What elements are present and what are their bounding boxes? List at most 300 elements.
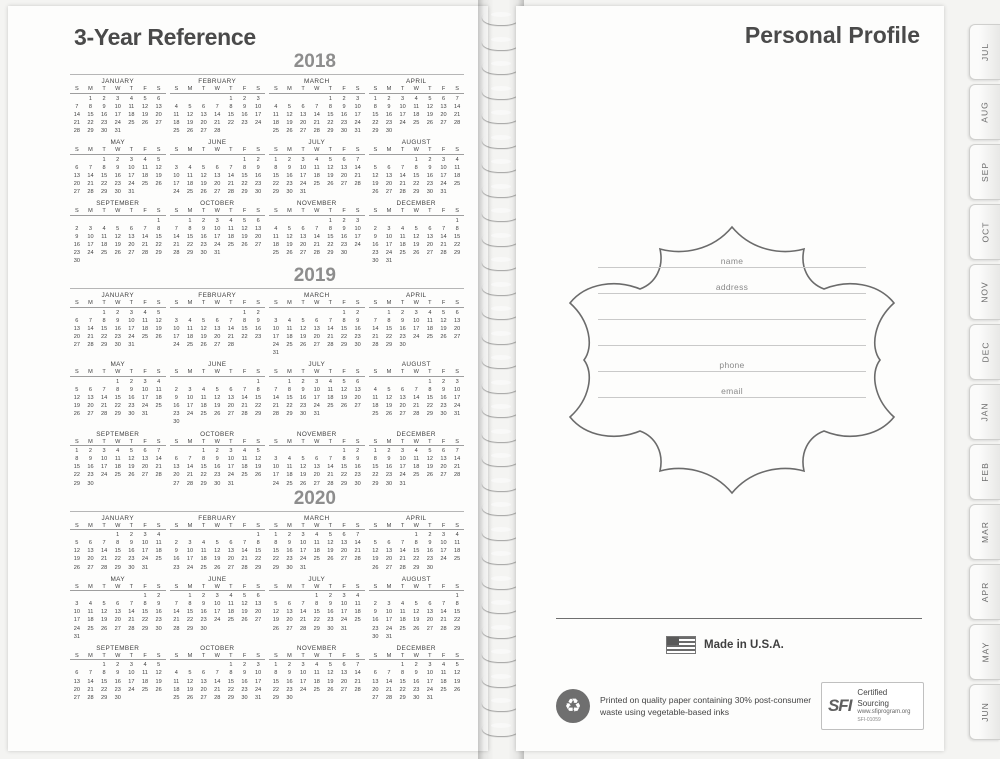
day-cell: 29 [255,564,262,571]
day-cell: 17 [299,548,307,555]
dow-label: F [441,369,446,376]
dow-label: T [301,583,305,590]
day-cell: 5 [215,540,219,547]
day-cell: 10 [173,325,180,332]
day-cell: 30 [128,411,135,418]
day-cell: 9 [202,225,206,232]
day-cell: 9 [242,103,247,110]
day-cell: 13 [128,233,135,240]
day-cell: 22 [272,556,279,563]
dow-label: S [74,522,79,529]
day-cell: 21 [313,241,320,248]
day-cell: 21 [399,180,406,187]
days-grid [269,217,365,258]
day-cell: 26 [385,411,393,418]
day-cell: 8 [188,601,192,608]
day-cell: 18 [440,678,447,685]
tab-apr[interactable] [969,564,1000,620]
day-cell: 1 [116,532,120,539]
day-cell: 7 [315,225,319,232]
day-cell: 1 [274,156,278,163]
day-cell: 24 [128,686,135,693]
dow-label: W [314,522,320,529]
day-cell: 11 [372,395,379,402]
day-blank [396,378,410,386]
day-blank [310,309,324,317]
days-grid [269,378,365,419]
dow-label: T [400,86,405,92]
day-blank [210,309,224,317]
day-cell: 1 [455,217,459,224]
month-name: MAY [110,361,126,369]
day-cell: 5 [143,95,147,102]
day-cell: 11 [142,317,148,324]
day-cell: 13 [313,464,320,471]
day-blank [324,447,338,455]
tab-mar[interactable] [969,504,1000,560]
day-cell: 31 [440,188,447,195]
day-cell: 11 [155,540,162,547]
three-year-reference [8,51,488,702]
dow-label: T [229,86,233,92]
day-cell: 10 [227,456,234,463]
day-cell: 7 [356,532,360,539]
day-blank [369,592,383,600]
day-cell: 16 [413,678,420,685]
day-cell: 29 [100,694,108,701]
profile-field[interactable] [598,386,866,398]
day-cell: 13 [454,317,461,324]
day-cell: 29 [454,625,461,632]
day-cell: 29 [426,411,433,418]
dow-label: S [256,583,261,590]
day-cell: 1 [242,156,247,163]
day-cell: 14 [87,325,94,332]
days-grid [70,156,166,197]
day-cell: 19 [272,617,279,624]
month-name: JULY [308,139,326,147]
month-tabs[interactable] [966,10,1000,750]
day-cell: 16 [372,241,379,248]
day-cell: 18 [141,678,149,685]
day-cell: 8 [455,601,459,608]
day-cell: 26 [214,411,221,418]
day-cell: 8 [116,387,120,394]
day-cell: 3 [188,387,192,394]
day-cell: 7 [129,601,133,608]
day-blank [369,378,383,386]
day-cell: 19 [327,678,334,685]
day-cell: 16 [354,464,361,471]
spiral-coil [482,672,520,687]
day-cell: 24 [272,480,279,487]
month-cell [269,200,365,265]
day-cell: 22 [399,686,406,693]
day-cell: 14 [173,233,180,240]
tab-jul[interactable] [969,24,1000,80]
day-cell: 6 [116,601,120,608]
month-name: JANUARY [101,78,134,85]
day-cell: 10 [255,670,262,677]
days-grid [170,309,266,350]
day-cell: 20 [255,609,262,616]
day-cell: 10 [214,601,221,608]
day-cell: 9 [287,164,292,171]
tab-aug[interactable] [969,84,1000,140]
day-blank [409,378,423,386]
day-cell: 17 [399,111,406,118]
day-cell: 31 [73,633,80,640]
tab-jun[interactable] [969,684,1000,740]
tab-oct[interactable] [969,204,1000,260]
dow-label: T [129,86,134,92]
dow-label: F [441,522,446,529]
spiral-coil [482,10,520,25]
day-cell: 13 [141,456,149,463]
day-cell: 17 [255,111,262,118]
dow-label: F [143,522,147,529]
day-cell: 22 [73,472,80,479]
dow-label: T [129,438,134,445]
day-cell: 28 [128,625,135,632]
day-cell: 8 [102,164,106,171]
day-cell: 12 [299,325,307,332]
day-cell: 23 [128,556,135,563]
tab-sep[interactable] [969,144,1000,200]
day-blank [382,661,396,669]
day-cell: 19 [200,180,207,187]
day-cell: 25 [272,127,279,134]
day-cell: 11 [155,387,162,394]
day-blank [97,378,111,386]
day-cell: 13 [440,103,447,110]
day-cell: 20 [214,334,221,341]
day-cell: 12 [241,601,248,608]
day-blank [382,592,396,600]
dow-label: T [428,300,432,307]
day-cell: 7 [242,387,247,394]
day-cell: 8 [328,225,332,232]
month-cell [369,361,465,426]
day-cell: 27 [313,480,320,487]
day-of-week-row [170,300,266,308]
day-cell: 11 [354,601,361,608]
day-cell: 17 [272,334,279,341]
dow-label: T [201,300,206,307]
dow-label: T [129,208,134,215]
day-cell: 15 [372,464,379,471]
dow-label: S [355,369,360,376]
tab-jan[interactable] [969,384,1000,440]
day-cell: 17 [299,678,307,685]
day-cell: 12 [327,540,334,547]
dow-label: T [428,583,432,590]
day-cell: 15 [186,609,194,616]
day-cell: 5 [441,309,446,316]
day-cell: 21 [440,241,447,248]
day-cell: 25 [327,403,334,410]
day-cell: 9 [356,456,360,463]
day-cell: 30 [155,625,162,632]
day-cell: 21 [87,180,94,187]
profile-field[interactable] [598,334,866,346]
day-cell: 28 [227,342,234,349]
day-cell: 4 [315,662,319,669]
days-grid [70,217,166,266]
day-cell: 9 [174,548,178,555]
day-cell: 30 [100,127,108,134]
tab-label: MAY [979,641,990,663]
day-cell: 6 [441,448,446,455]
day-cell: 3 [129,309,133,316]
profile-field[interactable] [598,282,866,294]
dow-label: T [301,86,305,92]
day-cell: 4 [274,225,278,232]
dow-label: F [342,208,346,215]
dow-label: W [413,522,419,529]
profile-field-line[interactable] [598,267,866,268]
day-cell: 29 [313,625,320,632]
day-cell: 8 [75,456,79,463]
day-cell: 15 [286,395,293,402]
day-cell: 12 [200,172,207,179]
day-cell: 29 [399,694,406,701]
tab-feb[interactable] [969,444,1000,500]
day-cell: 4 [143,156,147,163]
profile-field[interactable] [598,360,866,372]
day-cell: 1 [274,532,278,539]
profile-field-line[interactable] [598,397,866,398]
dow-label: S [373,652,378,659]
dow-label: F [441,86,446,92]
day-cell: 10 [141,387,149,394]
days-grid [269,447,365,488]
day-cell: 10 [128,317,135,324]
day-of-week-row [269,300,365,308]
day-cell: 3 [129,156,133,163]
profile-field-line[interactable] [598,319,866,320]
day-cell: 21 [141,241,149,248]
day-cell: 18 [286,334,293,341]
day-cell: 26 [155,686,162,693]
day-cell: 27 [227,564,234,571]
month-cell [170,431,266,488]
day-cell: 8 [414,164,418,171]
day-cell: 17 [141,395,149,402]
month-cell [70,515,166,572]
spiral-coil [482,35,520,50]
dow-label: M [187,300,193,307]
day-cell: 18 [286,472,293,479]
month-name: DECEMBER [396,644,436,652]
day-cell: 11 [101,233,107,240]
month-cell [369,645,465,702]
dow-label: S [74,583,79,590]
day-cell: 30 [426,564,433,571]
day-cell: 12 [340,387,348,394]
profile-field-line[interactable] [598,371,866,372]
day-cell: 23 [73,250,80,257]
day-blank [283,592,297,600]
dow-label: W [115,438,121,445]
day-cell: 6 [401,387,405,394]
day-cell: 2 [116,662,120,669]
day-cell: 22 [227,686,234,693]
day-of-week-row [269,653,365,661]
day-cell: 7 [88,670,93,677]
day-cell: 30 [299,411,307,418]
month-cell [369,200,465,265]
day-of-week-row [269,584,365,592]
day-cell: 7 [215,670,219,677]
day-cell: 29 [186,250,194,257]
tab-may[interactable] [969,624,1000,680]
day-cell: 19 [372,180,379,187]
day-of-week-row [369,147,465,155]
day-cell: 20 [313,472,320,479]
dow-label: F [342,300,346,307]
day-cell: 12 [214,395,221,402]
month-name: AUGUST [401,361,431,369]
profile-field[interactable] [598,308,866,320]
day-cell: 6 [455,309,459,316]
dow-label: M [88,369,93,376]
days-grid [369,217,465,266]
day-cell: 7 [356,662,360,669]
day-cell: 17 [313,395,320,402]
day-cell: 30 [114,342,121,349]
day-cell: 15 [327,111,334,118]
dow-label: S [455,652,460,659]
dow-label: M [187,147,193,154]
dow-label: T [129,300,134,307]
day-cell: 16 [214,464,221,471]
day-cell: 20 [340,172,348,179]
day-of-week-row [70,300,166,308]
right-page [516,6,944,751]
day-cell: 6 [256,593,260,600]
day-cell: 3 [342,593,346,600]
day-cell: 11 [87,609,94,616]
day-cell: 29 [100,342,108,349]
day-cell: 2 [202,593,206,600]
day-cell: 23 [200,617,207,624]
month-name: NOVEMBER [296,644,337,652]
tab-nov[interactable] [969,264,1000,320]
day-cell: 21 [173,241,180,248]
day-blank [70,156,84,164]
day-cell: 1 [102,309,106,316]
month-name: APRIL [406,514,427,522]
day-cell: 28 [327,480,334,487]
day-cell: 7 [387,670,391,677]
day-cell: 3 [301,662,305,669]
day-cell: 6 [129,225,133,232]
dow-label: T [428,147,432,154]
day-cell: 16 [399,325,406,332]
day-cell: 9 [157,601,161,608]
dow-label: T [400,583,405,590]
tab-label: NOV [979,281,990,303]
profile-fields[interactable] [598,256,866,412]
dow-label: W [413,86,419,92]
day-blank [97,592,111,600]
month-cell [269,576,365,641]
day-cell: 12 [413,233,420,240]
dow-label: S [256,147,261,154]
day-cell: 22 [327,119,334,126]
day-cell: 19 [299,334,307,341]
day-cell: 4 [88,601,93,608]
day-cell: 25 [141,686,149,693]
day-cell: 26 [155,180,162,187]
day-cell: 19 [214,403,221,410]
dow-label: S [273,369,278,376]
dow-label: F [441,438,446,445]
dow-label: T [400,208,405,215]
day-cell: 13 [286,609,293,616]
day-cell: 24 [186,411,194,418]
day-cell: 8 [414,540,418,547]
day-cell: 15 [100,325,108,332]
day-cell: 10 [354,225,361,232]
day-cell: 7 [315,103,319,110]
profile-field-line[interactable] [598,345,866,346]
day-blank [170,217,184,225]
dow-label: T [428,652,432,659]
day-cell: 25 [100,250,108,257]
dow-label: F [441,208,446,215]
dow-label: F [342,652,346,659]
profile-field-line[interactable] [598,293,866,294]
day-cell: 30 [114,188,121,195]
day-blank [396,156,410,164]
day-cell: 13 [255,601,262,608]
day-cell: 29 [372,127,379,134]
day-cell: 16 [128,395,135,402]
profile-field[interactable] [598,256,866,268]
day-blank [197,378,211,386]
dow-label: M [386,522,392,529]
day-cell: 28 [173,625,180,632]
day-cell: 19 [299,472,307,479]
day-cell: 7 [274,387,278,394]
day-cell: 22 [340,472,348,479]
day-cell: 10 [440,164,447,171]
day-cell: 17 [426,678,433,685]
day-of-week-row [369,300,465,308]
day-cell: 22 [100,180,108,187]
day-cell: 30 [255,188,262,195]
day-cell: 27 [385,564,393,571]
day-cell: 13 [200,678,207,685]
tab-dec[interactable] [969,324,1000,380]
day-cell: 25 [227,241,234,248]
dow-label: M [287,86,292,92]
day-cell: 18 [186,180,194,187]
day-cell: 6 [315,456,319,463]
day-cell: 6 [202,103,206,110]
day-cell: 4 [274,103,278,110]
dow-label: S [355,208,360,215]
day-cell: 28 [214,694,221,701]
day-cell: 23 [426,180,433,187]
day-cell: 6 [441,95,446,102]
day-cell: 13 [227,395,234,402]
day-cell: 16 [128,548,135,555]
day-of-week-row [70,439,166,447]
day-cell: 30 [114,694,121,701]
